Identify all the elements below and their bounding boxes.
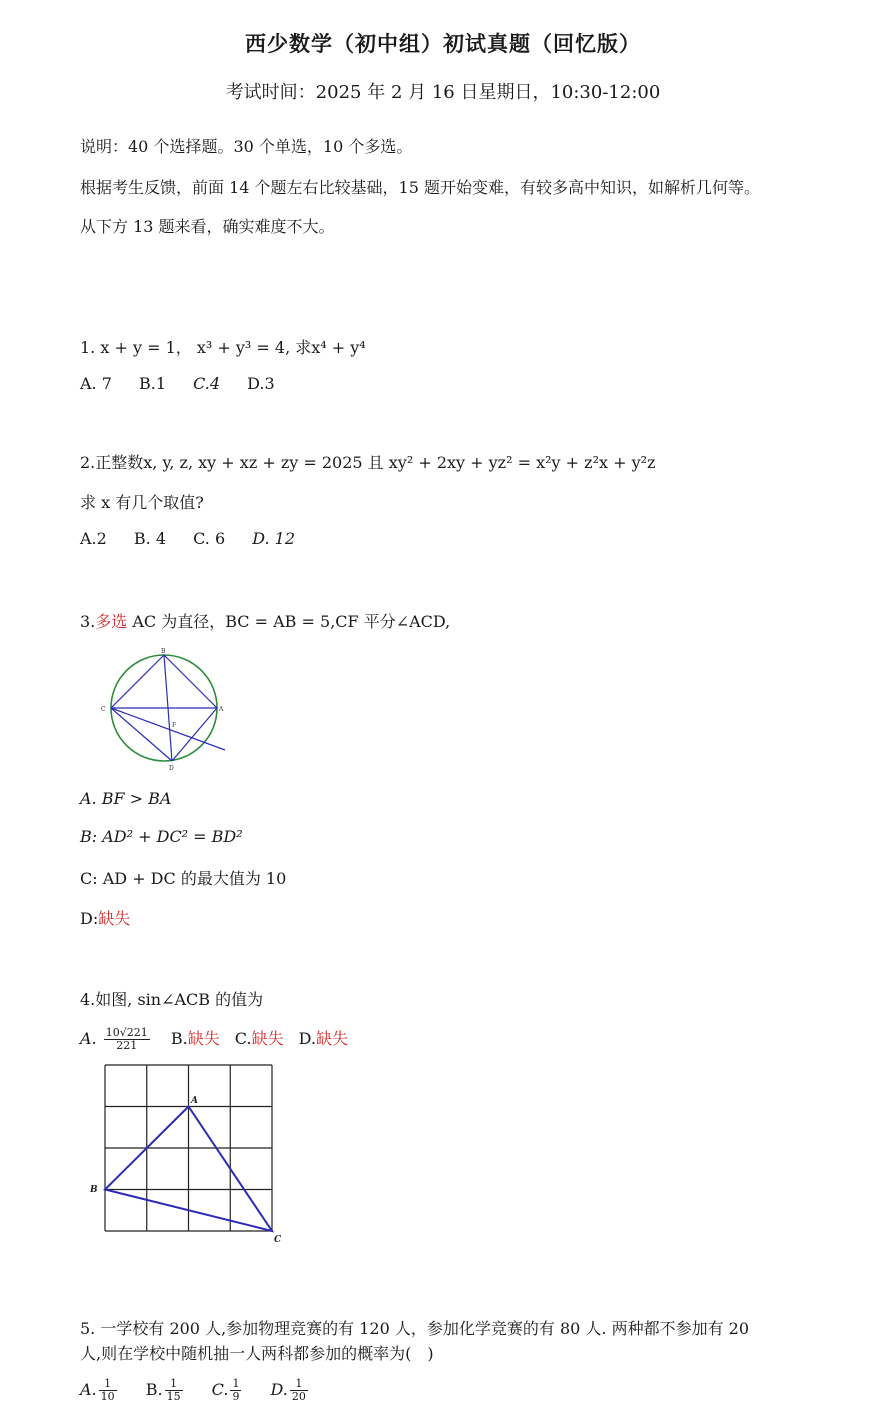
- exam-time: 考试时间：2025 年 2 月 16 日星期日，10:30-12:00: [225, 82, 661, 103]
- q4-option-b: B.缺失: [170, 1029, 220, 1048]
- q3-label-b: B: [161, 648, 166, 655]
- q3-text: AC 为直径，BC = AB = 5,CF 平分∠ACD,: [127, 612, 451, 631]
- intro-line-1: 说明：40 个选择题。30 个单选，10 个多选。: [80, 137, 413, 156]
- q4-option-a-denominator: 221: [116, 1039, 138, 1052]
- q3-label-d: D: [169, 765, 174, 772]
- q3-option-b: B: AD² + DC² = BD²: [80, 827, 243, 846]
- q3-circle-figure: [98, 646, 230, 774]
- q2-option-d: D. 12: [252, 529, 296, 548]
- q2-stem-2: 求 x 有几个取值?: [80, 493, 204, 512]
- q4-grid-figure: [85, 1060, 295, 1250]
- q5-option-c: C. $\frac{1}{9}$: [211, 1377, 240, 1403]
- q5-options: [80, 1378, 332, 1403]
- q1-stem: 1. x + y = 1， x³ + y³ = 4, 求x⁴ + y⁴: [80, 338, 366, 357]
- q3-option-c: C: AD + DC 的最大值为 10: [80, 869, 287, 888]
- q1-option-a: A. 7: [80, 374, 112, 393]
- intro-line-2: 根据考生反馈，前面 14 个题左右比较基础，15 题开始变难，有较多高中知识，如解析几何等。: [80, 178, 760, 197]
- q3-option-a: A. BF > BA: [80, 789, 172, 808]
- q4-label-b: B: [90, 1185, 98, 1195]
- q3-multi-tag: 多选: [95, 612, 128, 631]
- q4-option-a-prefix: A.: [80, 1029, 97, 1048]
- q4-stem: 4.如图, sin∠ACB 的值为: [80, 990, 264, 1009]
- q5-stem-2: 人,则在学校中随机抽一人两科都参加的概率为( ): [80, 1344, 434, 1363]
- q3-chord-cd: [111, 708, 172, 761]
- q1-option-b: B.1: [139, 374, 167, 393]
- q5-option-a: A. $\frac{1}{10}$: [80, 1377, 115, 1403]
- q2-option-a: A.2: [80, 529, 107, 548]
- q1-option-d: D.3: [247, 374, 275, 393]
- q3-number: 3.: [80, 612, 96, 631]
- q4-grid: [105, 1065, 272, 1231]
- q4-options: [80, 1026, 348, 1052]
- q3-label-c: C: [101, 706, 106, 713]
- q2-stem: 2.正整数x, y, z, xy + xz + zy = 2025 且 xy² + 2xy + yz² = x²y + z²x + y²z: [80, 453, 656, 472]
- q5-option-d: D. $\frac{1}{20}$: [270, 1377, 306, 1403]
- q4-label-c: C: [274, 1235, 282, 1245]
- q3-option-d-missing: 缺失: [98, 909, 131, 928]
- q3-option-d-prefix: D:: [80, 909, 99, 928]
- q5-stem-1: 5. 一学校有 200 人,参加物理竞赛的有 120 人，参加化学竞赛的有 80 人. 两种都不参加有 20: [80, 1319, 750, 1338]
- q1-options: [80, 374, 297, 393]
- q1-option-c: C.4: [193, 374, 221, 393]
- q5-option-b: B. $\frac{1}{15}$: [145, 1377, 181, 1403]
- q4-option-a-numerator: 10√221: [105, 1026, 148, 1039]
- q2-option-c: C. 6: [193, 529, 226, 548]
- q3-option-d: [80, 906, 130, 929]
- q2-options: [80, 529, 317, 548]
- q4-option-d: D.缺失: [298, 1029, 349, 1048]
- page-title: 西少数学（初中组）初试真题（回忆版）: [245, 31, 641, 56]
- q3-label-a: A: [219, 706, 224, 713]
- intro-line-3: 从下方 13 题来看，确实难度不大。: [80, 217, 335, 236]
- q4-label-a: A: [191, 1096, 198, 1106]
- q3-stem: [80, 609, 450, 632]
- q4-option-c: C.缺失: [234, 1029, 284, 1048]
- q2-option-b: B. 4: [133, 529, 167, 548]
- q3-label-f: F: [172, 722, 177, 729]
- q4-option-a-fraction: [104, 1027, 150, 1052]
